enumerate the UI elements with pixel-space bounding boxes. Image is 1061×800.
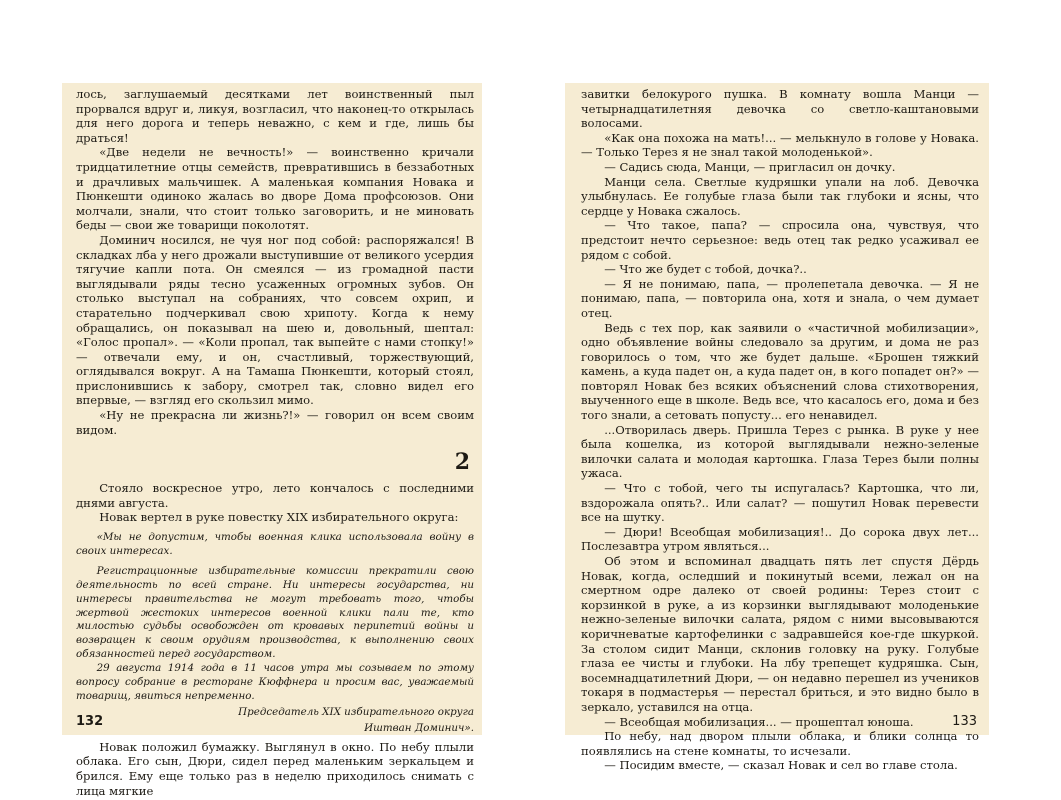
right-paragraph-11: — Дюри! Всеобщая мобилизация!.. До сорока двух лет... Послезавтра утром являться... xyxy=(581,524,979,554)
left-page xyxy=(62,83,482,798)
chapter-number: 2 xyxy=(454,449,470,476)
notice-paragraph-1: «Мы не допустим, чтобы военная клика использовала войну в своих интересах. xyxy=(76,531,474,557)
right-page xyxy=(565,83,989,773)
right-paragraph-12: Об этом и вспоминал двадцать пять лет спустя Дёрдь Новак, когда, оследший и покинутый всеми, лежал он на смертном одре далеко от своей родины: Терез стоит с корзинкой в руке, а из корзинки выглядывают молоденькие нежно-зеленые вилочки салата, рядом с ними высовываются коричневатые картофелинки с задравшейся кое-где шкуркой. За столом сидит Манци, склонив головку на руку. Голубые глаза ее чисты и глубоки. На лбу трепещет кудряшка. Сын, восемнадцатилетний Дюри, — он недавно перешел из учеников токаря в подмастерья — перестал бриться, и это видно было в зеркало, уставился на отца. xyxy=(581,554,979,714)
right-paragraph-8: Ведь с тех пор, как заявили о «частичной мобилизации», одно объявление войны следовало за другим, и дома не раз говорилось о том, что же будет дальше. «Брошен тяжкий камень, а куда падет он, а куда падет он, в кого попадет он?» — повторял Новак без всяких объяснений слова стихотворения, выученного еще в школе. Ведь все, что касалось его, дома и без того знали, а сетовать попусту... его ненавидел. xyxy=(581,320,979,423)
right-paragraph-9: ...Отворилась дверь. Пришла Терез с рынка. В руке у нее была кошелка, из которой выглядывали нежно-зеленые вилочки салата и молодая картошка. Глаза Терез были полны ужаса. xyxy=(581,422,979,481)
right-paragraph-13: — Всеобщая мобилизация... — прошептал юноша. xyxy=(604,714,914,729)
left-paragraph-7: Новак положил бумажку. Выглянул в окно. По небу плыли облака. Его сын, Дюри, сидел перед маленьким зеркальцем и брился. Ему еще только раз в неделю приходилось снимать с лица мягкие xyxy=(76,739,474,798)
right-paragraph-2: «Как она похожа на мать!... — мелькнуло в голове у Новака. — Только Терез я не знал такой молоденькой». xyxy=(581,130,979,160)
right-paragraph-4: Манци села. Светлые кудряшки упали на лоб. Девочка улыбнулась. Ее голубые глаза были так глубоки и ясны, что сердце у Новака сжалось. xyxy=(581,174,979,218)
left-paragraph-3: Доминич носился, не чуя ног под собой: распоряжался! В складках лба у него дрожали выступившие от великого усердия тягучие капли пота. Он смеялся — из громадной пасти выглядывали ряды тесно усаженных огромных зубов. Он столько выступал на собраниях, что совсем охрип, и старательно подчеркивал свою хрипоту. Когда к нему обращались, он показывал на шею и, довольный, шептал: «Голос пропал». — «Коли пропал, так выпейте с нами стопку!» — отвечали ему, и он, счастливый, торжествующий, оглядывался вокруг. А на Тамаша Пюнкешти, который стоял, прислонившись к забору, смотрел так, словно видел его впервые, — взгляд его скользил мимо. xyxy=(76,232,474,408)
right-paragraph-15: — Посидим вместе, — сказал Новак и сел во главе стола. xyxy=(604,758,958,773)
left-paragraph-1: лось, заглушаемый десятками лет воинственный пыл прорвался вдруг и, ликуя, возгласил, что наконец-то открылась для него дорога и теперь неважно, с кем и где, лишь бы драться! xyxy=(76,87,474,145)
notice-paragraph-2: Регистрационные избирательные комиссии прекратили свою деятельность по всей стране. Ни интересы государства, ни интересы правительства не могут требовать того, чтобы жертвой жестоких интересов военной клики пали те, кто милостью судьбы освобожден от кровавых перипетий войны и возвращен к своим орудиям производства, к выполнению своих обязанностей перед государством. xyxy=(76,564,474,661)
right-paragraph-10: — Что с тобой, чего ты испугалась? Картошка, что ли, вздорожала опять?.. Или салат? — пошутил Новак перевести все на шутку. xyxy=(581,481,979,525)
right-paragraph-5: — Что такое, папа? — спросила она, чувствуя, что предстоит нечто серьезное: ведь отец так редко усаживал ее рядом с собой. xyxy=(581,218,979,262)
notice-signature-name: Иштван Доминич». xyxy=(364,721,474,734)
notice-signature-title: Председатель XIX избирательного округа xyxy=(238,705,474,718)
notice-paragraph-3: 29 августа 1914 года в 11 часов утра мы созываем по этому вопросу собрание в ресторане Кюффнера и просим вас, уважаемый товарищ, явиться непременно. xyxy=(76,662,474,702)
right-paragraph-1: завитки белокурого пушка. В комнату вошла Манци — четырнадцатилетняя девочка со светло-каштановыми волосами. xyxy=(581,87,979,131)
left-page-number: 132 xyxy=(76,714,104,729)
right-paragraph-7: — Я не понимаю, папа, — пролепетала девочка. — Я не понимаю, папа, — повторила она, хотя и знала, о чем думает отец. xyxy=(581,276,979,320)
left-paragraph-5: Стояло воскресное утро, лето кончалось с последними днями августа. xyxy=(76,481,474,510)
left-paragraph-6: Новак вертел в руке повестку XIX избирательного округа: xyxy=(99,510,459,525)
election-notice xyxy=(76,531,474,736)
right-paragraph-6: — Что же будет с тобой, дочка?.. xyxy=(604,262,807,277)
right-paragraph-3: — Садись сюда, Манци, — пригласил он дочку. xyxy=(604,159,896,174)
left-paragraph-2: «Две недели не вечность!» — воинственно кричали тридцатилетние отцы семейств, превратившись в беззаботных и драчливых мальчишек. А маленькая компания Новака и Пюнкешти одиноко жалась во дворе Дома профсоюзов. Они молчали, знали, что стоит только заговорить, и не миновать беды — свои же товарищи поколотят. xyxy=(76,145,474,233)
right-page-number: 133 xyxy=(952,714,977,729)
left-paragraph-4: «Ну не прекрасна ли жизнь?!» — говорил он всем своим видом. xyxy=(76,408,474,437)
right-paragraph-14: По небу, над двором плыли облака, и блики солнца то появлялись на стене комнаты, то исчезали. xyxy=(581,729,979,758)
